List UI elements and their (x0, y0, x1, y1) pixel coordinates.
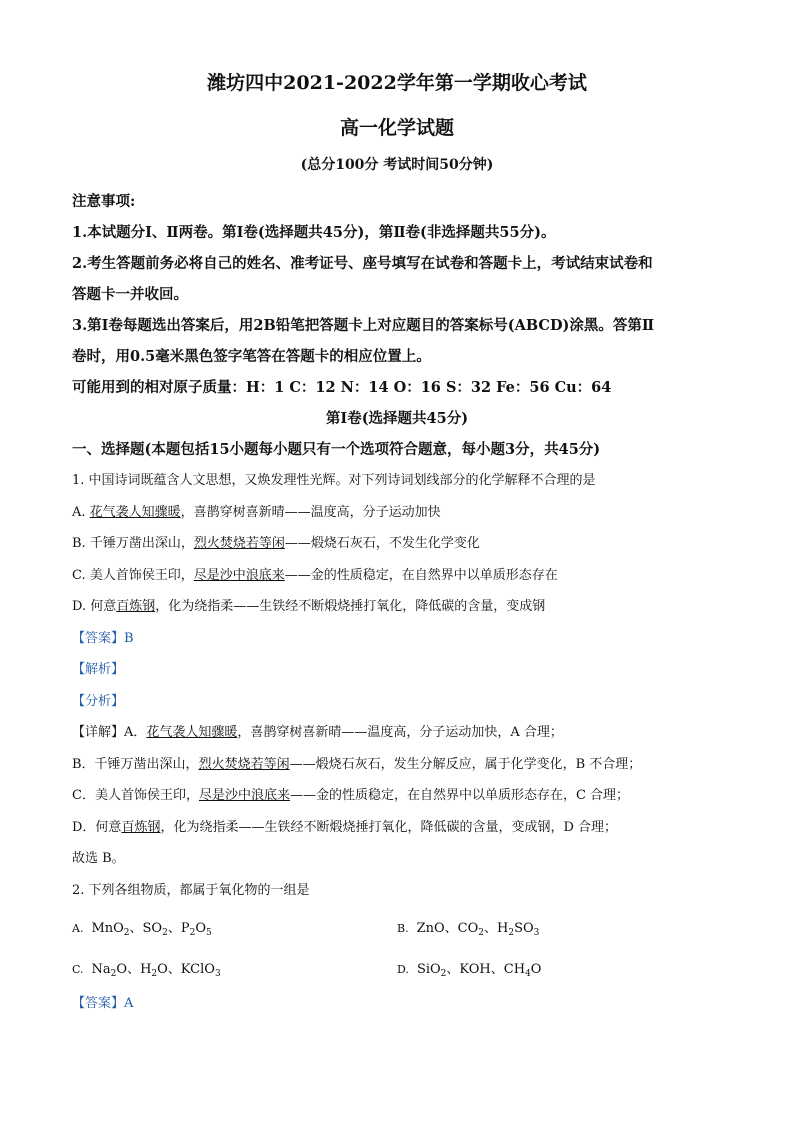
q1-stem: 1. 中国诗词既蕴含人文思想，又焕发理性光辉。对下列诗词划线部分的化学解释不合理的是 (72, 473, 596, 488)
note-1: 1.本试题分Ⅰ、Ⅱ两卷。第Ⅰ卷(选择题共45分)，第Ⅱ卷(非选择题共55分)。 (72, 224, 556, 241)
q2-stem: 2. 下列各组物质，都属于氧化物的一组是 (72, 882, 310, 898)
q1-conclusion: 故选 B。 (72, 851, 125, 866)
q2-options-row-1 (72, 906, 722, 947)
section-instruction: 一、选择题(本题包括15小题每小题只有一个选项符合题意，每小题3分，共45分) (72, 441, 601, 458)
atomic-mass-line: 可能用到的相对原子质量：H：1 C：12 N：14 O：16 S：32 Fe：56 Cu：64 (72, 379, 612, 396)
q1-detail-a: 【详解】A．花气袭人知骤暖，喜鹊穿树喜新晴——温度高，分子运动加快，A 合理； (72, 725, 563, 740)
exam-info: (总分100分 考试时间50分钟) (300, 157, 494, 173)
q1-option-b: B. 千锤万凿出深山，烈火焚烧若等闲——煅烧石灰石，不发生化学变化 (72, 536, 480, 551)
q2-answer: 【答案】A (72, 996, 134, 1011)
note-3: 3.第Ⅰ卷每题选出答案后，用2B铅笔把答题卡上对应题目的答案标号(ABCD)涂黑。答第Ⅱ (72, 317, 655, 334)
exam-subtitle: 高一化学试题 (339, 117, 454, 139)
q1-option-a: A. 花气袭人知骤暖，喜鹊穿树喜新晴——温度高，分子运动加快 (72, 504, 441, 520)
q2-option-d: D. SiO$_2$、KOH、$CH_4O$ (397, 962, 542, 979)
q1-option-c: C. 美人首饰侯王印，尽是沙中浪底来——金的性质稳定，在自然界中以单质形态存在 (72, 567, 558, 583)
section-title: 第Ⅰ卷(选择题共45分) (325, 410, 469, 427)
note-2-cont: 答题卡一并收回。 (72, 286, 188, 303)
q1-detail-c: C．美人首饰侯王印，尽是沙中浪底来——金的性质稳定，在自然界中以单质形态存在，C 合理； (72, 788, 630, 803)
q2-option-c: C. $Na_2O$、$H_2O$、KClO$_3$ (72, 962, 221, 979)
q1-detail-b: B．千锤万凿出深山，烈火焚烧若等闲——煅烧石灰石，发生分解反应，属于化学变化，B 不合理； (72, 756, 642, 772)
notes-heading: 注意事项: (72, 193, 136, 210)
exam-title: 潍坊四中2021-2022学年第一学期收心考试 (207, 72, 587, 94)
q1-option-d: D. 何意百炼钢，化为绕指柔——生铁经不断煅烧捶打氧化，降低碳的含量，变成钢 (72, 599, 546, 614)
q1-analysis-tag: 【解析】 (72, 662, 125, 677)
q2-options-row-2 (72, 947, 722, 988)
q2-option-b: B. ZnO、$CO_2$、$H_2SO_3$ (397, 921, 540, 938)
q1-answer: 【答案】B (72, 630, 134, 646)
note-2: 2.考生答题前务必将自己的姓名、准考证号、座号填写在试卷和答题卡上，考试结束试卷和 (72, 255, 653, 272)
q2-option-a: A. MnO$_2$、$SO_2$、$P_2O_5$ (72, 921, 212, 938)
exam-page (72, 68, 722, 1020)
note-3-cont: 卷时，用0.5毫米黑色签字笔答在答题卡的相应位置上。 (72, 348, 431, 365)
q1-detail-d: D．何意百炼钢，化为绕指柔——生铁经不断煅烧捶打氧化，降低碳的含量，变成钢，D 合理； (72, 819, 618, 835)
q1-fenxi-tag: 【分析】 (72, 693, 125, 709)
